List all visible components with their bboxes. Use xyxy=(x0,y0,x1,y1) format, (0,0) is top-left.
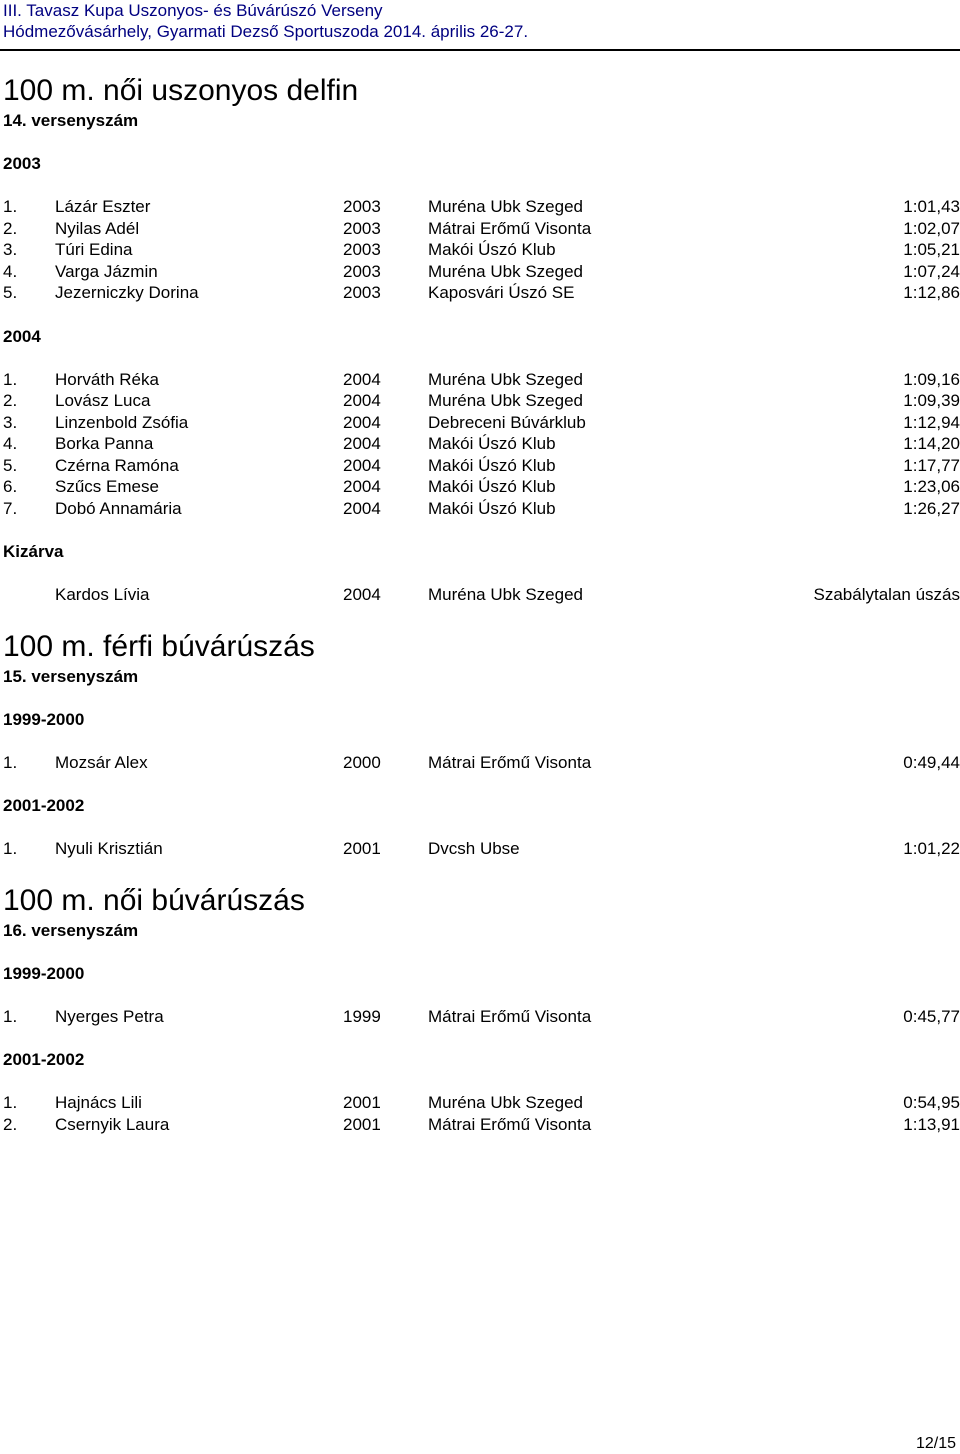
result-row xyxy=(3,282,960,304)
athlete-name: Varga Jázmin xyxy=(55,261,158,281)
result-time: 1:26,27 xyxy=(903,498,960,518)
age-group xyxy=(3,709,960,774)
club-name: Muréna Ubk Szeged xyxy=(428,197,583,216)
result-row xyxy=(3,455,960,477)
age-group xyxy=(3,541,960,606)
age-group-label: Kizárva xyxy=(3,542,64,561)
result-time: 1:02,07 xyxy=(903,218,960,238)
result-time: 1:09,16 xyxy=(903,369,960,389)
event-number: 15. versenyszám xyxy=(3,666,139,686)
athlete-name: Horváth Réka xyxy=(55,369,159,389)
club-name: Mátrai Erőmű Visonta xyxy=(428,752,592,772)
birth-year: 2003 xyxy=(343,218,381,238)
athlete-name: Czérna Ramóna xyxy=(55,455,179,475)
page-number: 12/15 xyxy=(915,1435,956,1452)
result-rank: 2. xyxy=(3,1114,18,1134)
birth-year: 1999 xyxy=(343,1006,381,1026)
result-row xyxy=(3,1006,960,1028)
result-rank: 1. xyxy=(3,839,18,858)
result-row xyxy=(3,239,960,261)
club-name: Muréna Ubk Szeged xyxy=(428,1093,583,1112)
athlete-name: Hajnács Lili xyxy=(55,1093,142,1112)
result-time: 1:12,86 xyxy=(903,283,960,302)
athlete-name: Mozsár Alex xyxy=(55,752,148,772)
birth-year: 2004 xyxy=(343,585,381,604)
birth-year: 2004 xyxy=(343,369,381,389)
result-rank: 2. xyxy=(3,391,18,410)
birth-year: 2004 xyxy=(343,477,381,496)
event-title: 100 m. női uszonyos delfin xyxy=(3,74,359,107)
birth-year: 2000 xyxy=(343,752,381,772)
event-number: 16. versenyszám xyxy=(3,920,139,940)
age-group-label: 1999-2000 xyxy=(3,963,85,983)
result-time: 0:49,44 xyxy=(903,752,960,772)
athlete-name: Lázár Eszter xyxy=(55,197,151,216)
club-name: Makói Úszó Klub xyxy=(428,455,556,475)
birth-year: 2003 xyxy=(343,261,381,281)
result-row xyxy=(3,1092,960,1114)
athlete-name: Linzenbold Zsófia xyxy=(55,412,189,432)
age-group xyxy=(3,1049,960,1135)
age-group-label: 2001-2002 xyxy=(3,1050,85,1069)
birth-year: 2004 xyxy=(343,391,381,410)
result-time: 1:07,24 xyxy=(903,261,960,281)
club-name: Muréna Ubk Szeged xyxy=(428,369,583,389)
result-row xyxy=(3,412,960,434)
result-time: 1:01,43 xyxy=(903,197,960,216)
result-time: Szabálytalan úszás xyxy=(813,585,960,604)
result-rank: 4. xyxy=(3,261,18,281)
birth-year: 2004 xyxy=(343,455,381,475)
birth-year: 2001 xyxy=(343,839,381,858)
club-name: Muréna Ubk Szeged xyxy=(428,261,583,281)
result-rank: 1. xyxy=(3,1093,18,1112)
event-section xyxy=(3,72,960,606)
result-time: 1:13,91 xyxy=(903,1114,960,1134)
age-group-label: 2001-2002 xyxy=(3,796,85,815)
header-divider xyxy=(0,49,960,51)
birth-year: 2001 xyxy=(343,1114,381,1134)
club-name: Makói Úszó Klub xyxy=(428,477,556,496)
result-row xyxy=(3,390,960,412)
result-row xyxy=(3,218,960,240)
result-rank: 5. xyxy=(3,283,18,302)
age-group xyxy=(3,326,960,520)
athlete-name: Lovász Luca xyxy=(55,391,151,410)
result-row xyxy=(3,584,960,606)
club-name: Debreceni Búvárklub xyxy=(428,412,586,432)
birth-year: 2004 xyxy=(343,498,381,518)
athlete-name: Kardos Lívia xyxy=(55,585,150,604)
event-title: 100 m. férfi búvárúszás xyxy=(3,629,315,663)
result-row xyxy=(3,498,960,520)
club-name: Makói Úszó Klub xyxy=(428,240,556,259)
event-section xyxy=(3,882,960,1136)
result-time: 1:12,94 xyxy=(903,412,960,432)
club-name: Mátrai Erőmű Visonta xyxy=(428,218,592,238)
result-rank: 3. xyxy=(3,412,18,432)
club-name: Makói Úszó Klub xyxy=(428,498,556,518)
birth-year: 2004 xyxy=(343,434,381,453)
result-rank: 6. xyxy=(3,477,18,496)
competition-title: III. Tavasz Kupa Uszonyos- és Búvárúszó Verseny xyxy=(3,1,383,20)
athlete-name: Dobó Annamária xyxy=(55,498,182,518)
age-group-label: 1999-2000 xyxy=(3,709,85,729)
result-rank: 1. xyxy=(3,752,18,772)
result-rank: 7. xyxy=(3,498,18,518)
document-header xyxy=(3,0,957,42)
result-row xyxy=(3,433,960,455)
result-rank: 4. xyxy=(3,434,18,453)
birth-year: 2001 xyxy=(343,1093,381,1112)
result-row xyxy=(3,261,960,283)
club-name: Makói Úszó Klub xyxy=(428,434,556,453)
birth-year: 2003 xyxy=(343,197,381,216)
result-time: 0:54,95 xyxy=(903,1093,960,1112)
competition-venue-date: Hódmezővásárhely, Gyarmati Dezső Sportuszoda 2014. április 26-27. xyxy=(3,22,529,41)
athlete-name: Nyerges Petra xyxy=(55,1006,164,1026)
result-row xyxy=(3,752,960,774)
result-rank: 5. xyxy=(3,455,18,475)
result-time: 0:45,77 xyxy=(903,1006,960,1026)
result-time: 1:01,22 xyxy=(903,839,960,858)
birth-year: 2004 xyxy=(343,412,381,432)
result-rank: 2. xyxy=(3,218,18,238)
age-group xyxy=(3,795,960,860)
athlete-name: Borka Panna xyxy=(55,434,154,453)
age-group xyxy=(3,153,960,304)
event-title: 100 m. női búvárúszás xyxy=(3,883,305,917)
result-time: 1:09,39 xyxy=(903,391,960,410)
result-time: 1:17,77 xyxy=(903,455,960,475)
birth-year: 2003 xyxy=(343,283,381,302)
result-row xyxy=(3,369,960,391)
result-time: 1:14,20 xyxy=(903,434,960,453)
result-row xyxy=(3,838,960,860)
club-name: Mátrai Erőmű Visonta xyxy=(428,1114,592,1134)
athlete-name: Nyilas Adél xyxy=(55,218,140,238)
athlete-name: Jezerniczky Dorina xyxy=(55,283,199,302)
club-name: Muréna Ubk Szeged xyxy=(428,585,583,604)
event-number: 14. versenyszám xyxy=(3,111,139,130)
athlete-name: Nyuli Krisztián xyxy=(55,839,163,858)
results-content xyxy=(3,72,960,1157)
result-rank: 1. xyxy=(3,369,18,389)
club-name: Muréna Ubk Szeged xyxy=(428,391,583,410)
club-name: Mátrai Erőmű Visonta xyxy=(428,1006,592,1026)
age-group-label: 2003 xyxy=(3,154,41,173)
result-row xyxy=(3,1114,960,1136)
result-time: 1:23,06 xyxy=(903,477,960,496)
result-rank: 1. xyxy=(3,1006,18,1026)
event-section xyxy=(3,628,960,860)
result-row xyxy=(3,196,960,218)
athlete-name: Túri Edina xyxy=(55,240,133,259)
birth-year: 2003 xyxy=(343,240,381,259)
age-group-label: 2004 xyxy=(3,326,41,346)
athlete-name: Szűcs Emese xyxy=(55,477,159,496)
result-rank: 3. xyxy=(3,240,18,259)
result-time: 1:05,21 xyxy=(903,240,960,259)
club-name: Dvcsh Ubse xyxy=(428,839,520,858)
club-name: Kaposvári Úszó SE xyxy=(428,283,575,302)
result-row xyxy=(3,476,960,498)
result-rank: 1. xyxy=(3,197,18,216)
athlete-name: Csernyik Laura xyxy=(55,1114,170,1134)
age-group xyxy=(3,963,960,1028)
